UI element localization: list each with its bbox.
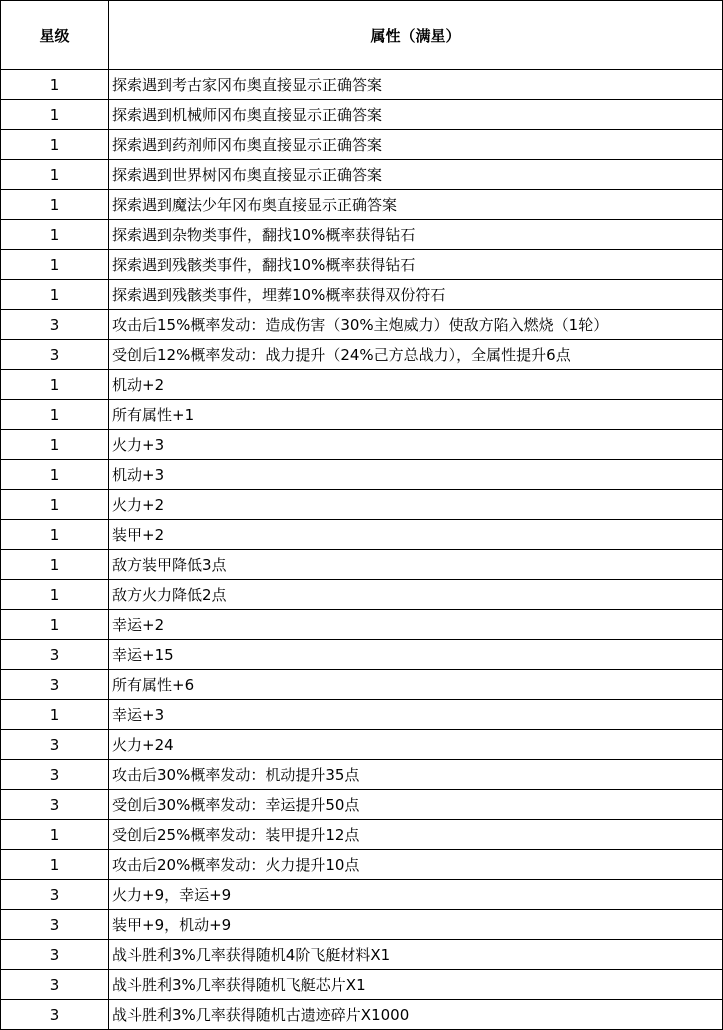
- table-row: [1, 250, 723, 280]
- table-row: [1, 130, 723, 160]
- table-row: [1, 880, 723, 910]
- attribute-cell: 探索遇到考古家冈布奥直接显示正确答案: [109, 70, 723, 100]
- attribute-cell: 机动+3: [109, 460, 723, 490]
- table-row: [1, 790, 723, 820]
- attribute-cell: 探索遇到魔法少年冈布奥直接显示正确答案: [109, 190, 723, 220]
- attribute-cell: 火力+2: [109, 490, 723, 520]
- star-level-cell: 1: [1, 130, 109, 160]
- table-row: [1, 490, 723, 520]
- attribute-cell: 幸运+15: [109, 640, 723, 670]
- attribute-cell: 攻击后30%概率发动：机动提升35点: [109, 760, 723, 790]
- table-row: [1, 430, 723, 460]
- attribute-cell: 探索遇到残骸类事件，埋葬10%概率获得双份符石: [109, 280, 723, 310]
- table-row: [1, 100, 723, 130]
- attribute-cell: 攻击后15%概率发动：造成伤害（30%主炮威力）使敌方陷入燃烧（1轮）: [109, 310, 723, 340]
- table-row: [1, 400, 723, 430]
- attribute-cell: 敌方装甲降低3点: [109, 550, 723, 580]
- table-row: [1, 700, 723, 730]
- attribute-cell: 攻击后20%概率发动：火力提升10点: [109, 850, 723, 880]
- table-header: [1, 1, 723, 70]
- table-row: [1, 220, 723, 250]
- table-row: [1, 520, 723, 550]
- star-level-cell: 1: [1, 190, 109, 220]
- table-row: [1, 310, 723, 340]
- star-level-cell: 3: [1, 940, 109, 970]
- table-row: [1, 190, 723, 220]
- table-row: [1, 1000, 723, 1030]
- star-level-cell: 3: [1, 760, 109, 790]
- star-level-cell: 1: [1, 490, 109, 520]
- star-level-cell: 1: [1, 70, 109, 100]
- table-row: [1, 820, 723, 850]
- star-level-cell: 3: [1, 310, 109, 340]
- attribute-cell: 探索遇到药剂师冈布奥直接显示正确答案: [109, 130, 723, 160]
- attribute-cell: 所有属性+6: [109, 670, 723, 700]
- star-level-cell: 1: [1, 520, 109, 550]
- attribute-cell: 战斗胜利3%几率获得随机飞艇芯片X1: [109, 970, 723, 1000]
- star-level-cell: 1: [1, 280, 109, 310]
- star-level-cell: 3: [1, 730, 109, 760]
- star-level-cell: 3: [1, 1000, 109, 1030]
- table-row: [1, 760, 723, 790]
- table-row: [1, 640, 723, 670]
- attribute-cell: 受创后12%概率发动：战力提升（24%己方总战力），全属性提升6点: [109, 340, 723, 370]
- attribute-cell: 战斗胜利3%几率获得随机4阶飞艇材料X1: [109, 940, 723, 970]
- table-body: [1, 70, 723, 1030]
- attribute-cell: 探索遇到杂物类事件，翻找10%概率获得钻石: [109, 220, 723, 250]
- attribute-cell: 火力+24: [109, 730, 723, 760]
- table-row: [1, 460, 723, 490]
- table-row: [1, 730, 723, 760]
- star-level-cell: 1: [1, 580, 109, 610]
- attribute-cell: 受创后25%概率发动：装甲提升12点: [109, 820, 723, 850]
- attribute-cell: 探索遇到机械师冈布奥直接显示正确答案: [109, 100, 723, 130]
- attribute-cell: 探索遇到世界树冈布奥直接显示正确答案: [109, 160, 723, 190]
- table-row: [1, 550, 723, 580]
- attribute-cell: 战斗胜利3%几率获得随机古遗迹碎片X1000: [109, 1000, 723, 1030]
- attribute-cell: 所有属性+1: [109, 400, 723, 430]
- attribute-cell: 受创后30%概率发动：幸运提升50点: [109, 790, 723, 820]
- star-level-cell: 1: [1, 160, 109, 190]
- attribute-cell: 机动+2: [109, 370, 723, 400]
- table-row: [1, 940, 723, 970]
- star-level-cell: 3: [1, 670, 109, 700]
- star-level-cell: 1: [1, 430, 109, 460]
- attribute-cell: 装甲+2: [109, 520, 723, 550]
- star-level-cell: 1: [1, 700, 109, 730]
- table-row: [1, 280, 723, 310]
- star-level-cell: 1: [1, 550, 109, 580]
- table-row: [1, 850, 723, 880]
- star-level-cell: 3: [1, 790, 109, 820]
- table-row: [1, 970, 723, 1000]
- star-level-cell: 1: [1, 610, 109, 640]
- star-level-cell: 1: [1, 820, 109, 850]
- column-header-star: 星级: [1, 1, 109, 70]
- star-level-cell: 1: [1, 400, 109, 430]
- star-level-cell: 3: [1, 640, 109, 670]
- star-level-cell: 1: [1, 370, 109, 400]
- attribute-cell: 敌方火力降低2点: [109, 580, 723, 610]
- attribute-cell: 火力+3: [109, 430, 723, 460]
- table-row: [1, 910, 723, 940]
- attribute-cell: 火力+9，幸运+9: [109, 880, 723, 910]
- star-level-cell: 1: [1, 250, 109, 280]
- attribute-cell: 幸运+2: [109, 610, 723, 640]
- attribute-cell: 装甲+9，机动+9: [109, 910, 723, 940]
- star-level-cell: 1: [1, 100, 109, 130]
- star-level-cell: 3: [1, 880, 109, 910]
- star-level-cell: 1: [1, 850, 109, 880]
- star-level-cell: 1: [1, 220, 109, 250]
- star-level-cell: 1: [1, 460, 109, 490]
- table-row: [1, 580, 723, 610]
- attribute-cell: 探索遇到残骸类事件，翻找10%概率获得钻石: [109, 250, 723, 280]
- header-row: [1, 1, 723, 70]
- star-level-cell: 3: [1, 970, 109, 1000]
- table-row: [1, 370, 723, 400]
- table-row: [1, 670, 723, 700]
- column-header-attribute: 属性（满星）: [109, 1, 723, 70]
- table-row: [1, 70, 723, 100]
- attribute-cell: 幸运+3: [109, 700, 723, 730]
- table-row: [1, 610, 723, 640]
- star-level-cell: 3: [1, 340, 109, 370]
- table-row: [1, 340, 723, 370]
- table-row: [1, 160, 723, 190]
- star-level-cell: 3: [1, 910, 109, 940]
